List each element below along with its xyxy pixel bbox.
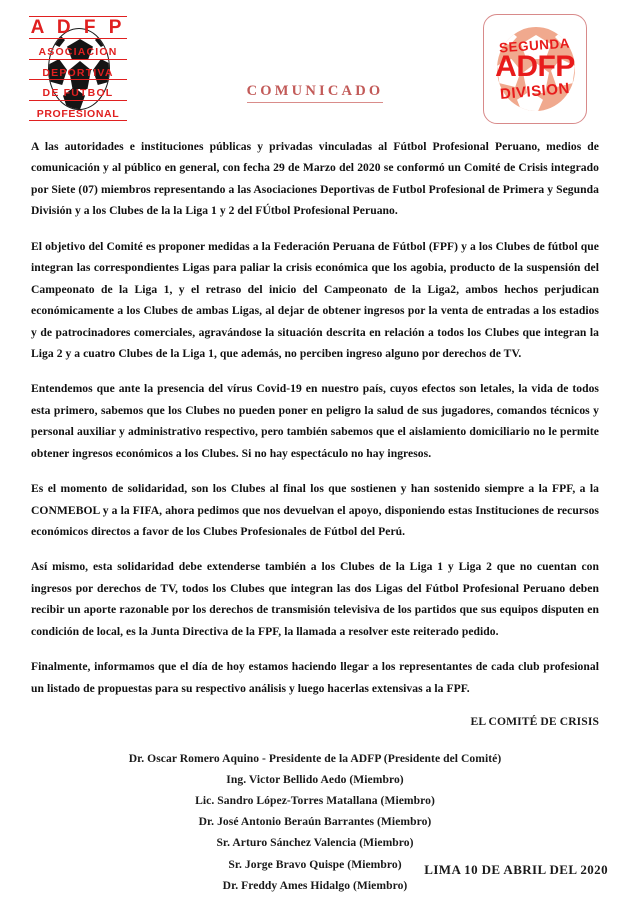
adfp-logo-text xyxy=(26,14,130,124)
adfp-logo-line-3: DEPORTIVA xyxy=(29,68,127,81)
adfp-logo-line-2: ASOCIACION xyxy=(29,47,127,60)
segunda-division-logo-top: SEGUNDA xyxy=(499,35,571,56)
adfp-logo-line-1: A D F P xyxy=(30,17,126,38)
segunda-division-logo-bottom: DIVISION xyxy=(499,79,571,104)
list-item: Dr. José Antonio Beraún Barrantes (Miembro) xyxy=(198,815,432,829)
dateline: LIMA 10 DE ABRIL DEL 2020 xyxy=(424,862,608,877)
paragraph: A las autoridades e instituciones públicas y privadas vinculadas al Fútbol Profesional Peruano, medios de comunicación y al público en general, con fecha 29 de Marzo del 2020 se conformó un Comité de Crisis integrado por Siete (07) miembros representando a las Asociaciones Deportivas de Futbol Profesional de Primera y Segunda División y a los Clubes de la la Liga 1 y 2 del FÚtbol Profesional Peruano. xyxy=(31,140,599,218)
paragraph: Entendemos que ante la presencia del vírus Covid-19 en nuestro país, cuyos efectos son letales, la vida de todos esta primero, sabemos que los Clubes no pueden poner en peligro la salud de sus jugadores, comandos técnicos y personal auxiliar y administrativo respectivo, pero también sabemos que el aislamiento domiciliario no le permite obtener ingresos económicos a los Clubes. Si no hay espectáculo no hay ingresos. xyxy=(31,382,599,460)
list-item: Dr. Freddy Ames Hidalgo (Miembro) xyxy=(222,878,408,892)
adfp-logo-frame xyxy=(26,14,130,124)
adfp-logo-line-4: DE FUTBOL xyxy=(29,88,127,101)
paragraph: El objetivo del Comité es proponer medidas a la Federación Peruana de Fútbol (FPF) y a los Clubes de fútbol que integran las correspondientes Ligas para paliar la crisis económica que los agobia, producto de la suspensión del Campeonato de la Liga 1, y el retraso del inicio del Campeonato de la Liga2, ambos hechos perjudican económicamente a los Clubes de ambas Ligas, al dejar de obtener ingresos por la venta de entradas a los estadios y de patrocinadores comerciales, agravándose la situación descrita en relación a todos los Clubes que integran la Liga 2 y a cuatro Clubes de la Liga 1, que además, no perciben ingreso alguno por derechos de TV. xyxy=(31,239,599,360)
segunda-division-logo-mid: ADFP xyxy=(495,50,575,83)
paragraph: Es el momento de solidaridad, son los Clubes al final los que sostienen y han sostenido siempre a la FPF, a la CONMEBOL y a la FIFA, ahora pedimos que nos devuelvan el apoyo, disponiendo estas Instituciones de recursos económicos directos a favor de los Clubes Profesionales de Fútbol del Perú. xyxy=(31,482,599,538)
adfp-logo xyxy=(26,14,130,124)
page-title: COMUNICADO xyxy=(247,83,384,103)
list-item: Lic. Sandro López-Torres Matallana (Miembro) xyxy=(195,794,435,808)
adfp-logo-line-5: PROFESIONAL xyxy=(29,109,127,122)
signoff-line: EL COMITÉ DE CRISIS xyxy=(470,715,599,729)
paragraph: Así mismo, esta solidaridad debe extenderse también a los Clubes de la Liga 1 y Liga 2 que no cuentan con ingresos por derechos de TV, todos los Clubes que integran las dos Ligas del Fútbol Profesional Peruano deben recibir un aporte razonable por los derechos de transmisión televisiva de los partidos que sus equipos disputen en condición de local, es la Junta Directiva de la FPF, la llamada a resolver este reiterado pedido. xyxy=(31,560,599,638)
document-body xyxy=(31,136,599,896)
list-item: Dr. Oscar Romero Aquino - Presidente de la ADFP (Presidente del Comité) xyxy=(128,752,502,766)
list-item: Sr. Arturo Sánchez Valencia (Miembro) xyxy=(216,836,414,850)
adfp-segunda-division-logo xyxy=(483,14,587,124)
list-item: Ing. Victor Bellido Aedo (Miembro) xyxy=(226,773,404,787)
paragraph: Finalmente, informamos que el día de hoy estamos haciendo llegar a los representantes de cada club profesional un listado de propuestas para su respectivo análisis y luego hacerlas extensivas a la FPF. xyxy=(31,660,599,695)
document-header xyxy=(0,0,630,136)
segunda-division-logo-text xyxy=(484,15,586,123)
list-item: Sr. Jorge Bravo Quispe (Miembro) xyxy=(228,857,402,871)
